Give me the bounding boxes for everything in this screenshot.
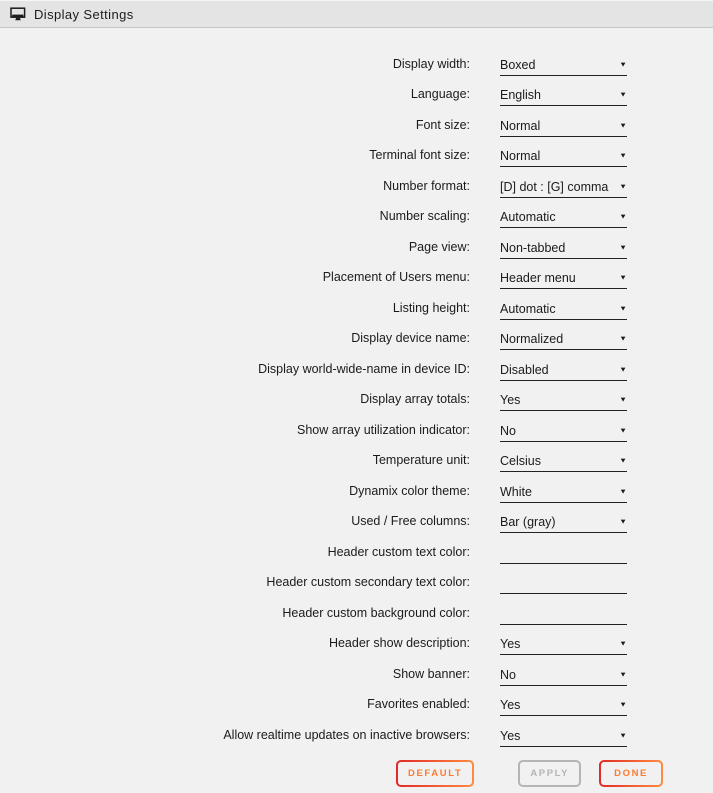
form-row-number-scaling	[0, 198, 713, 229]
form-row-show-banner	[0, 655, 713, 686]
chevron-down-icon: ▼	[619, 121, 627, 129]
form-row-favorites-enabled	[0, 686, 713, 717]
done-button[interactable]	[599, 760, 663, 787]
settings-form	[0, 28, 713, 747]
select-terminal-font-size[interactable]	[500, 149, 627, 167]
select-value-realtime-updates: Yes	[500, 728, 521, 743]
select-value-terminal-font-size: Normal	[500, 149, 541, 163]
input-header-text-color[interactable]	[500, 546, 627, 564]
form-row-header-background-color	[0, 594, 713, 625]
select-show-banner[interactable]	[500, 668, 627, 686]
field-label-number-scaling: Number scaling:	[379, 209, 470, 223]
field-label-temperature-unit: Temperature unit:	[372, 453, 470, 467]
form-row-color-theme	[0, 472, 713, 503]
form-row-realtime-updates	[0, 716, 713, 747]
input-header-secondary-color[interactable]	[500, 576, 627, 594]
select-display-wwn[interactable]	[500, 363, 627, 381]
chevron-down-icon: ▼	[619, 212, 627, 221]
select-value-color-theme: White	[500, 484, 532, 499]
field-label-header-text-color: Header custom text color:	[327, 544, 470, 559]
select-value-listing-height: Automatic	[500, 301, 556, 316]
display-monitor-icon	[10, 7, 26, 21]
field-label-color-theme: Dynamix color theme:	[349, 483, 470, 498]
field-label-used-free-columns: Used / Free columns:	[351, 514, 470, 528]
form-row-number-format	[0, 167, 713, 198]
form-row-terminal-font-size	[0, 137, 713, 168]
field-label-users-menu-placement: Placement of Users menu:	[322, 270, 470, 284]
default-button-label: DEFAULT	[398, 762, 472, 785]
form-row-listing-height	[0, 289, 713, 320]
form-row-used-free-columns	[0, 503, 713, 534]
chevron-down-icon: ▼	[619, 456, 627, 465]
chevron-down-icon: ▼	[619, 731, 627, 739]
select-page-view[interactable]	[500, 241, 627, 259]
chevron-down-icon: ▼	[619, 273, 627, 282]
field-label-language: Language:	[410, 87, 470, 101]
select-number-scaling[interactable]	[500, 210, 627, 228]
select-realtime-updates[interactable]	[500, 729, 627, 747]
select-value-page-view: Non-tabbed	[500, 240, 566, 255]
chevron-down-icon: ▼	[619, 90, 627, 99]
field-label-display-wwn: Display world-wide-name in device ID:	[258, 361, 470, 376]
select-value-show-banner: No	[500, 667, 516, 682]
chevron-down-icon: ▼	[619, 60, 627, 68]
chevron-down-icon: ▼	[619, 517, 627, 526]
field-label-listing-height: Listing height:	[392, 300, 470, 315]
form-row-header-text-color	[0, 533, 713, 564]
field-label-array-utilization: Show array utilization indicator:	[297, 422, 470, 437]
apply-button[interactable]	[518, 760, 581, 787]
select-value-display-array-totals: Yes	[500, 393, 521, 407]
select-array-utilization[interactable]	[500, 424, 627, 442]
select-display-device-name[interactable]	[500, 332, 627, 350]
form-row-font-size	[0, 106, 713, 137]
select-value-display-device-name: Normalized	[500, 332, 564, 346]
form-buttons	[0, 760, 713, 787]
field-label-realtime-updates: Allow realtime updates on inactive browsers:	[223, 727, 470, 742]
chevron-down-icon: ▼	[619, 395, 627, 404]
select-language[interactable]	[500, 88, 627, 106]
select-value-display-width: Boxed	[500, 57, 536, 72]
field-label-show-banner: Show banner:	[392, 666, 470, 681]
chevron-down-icon: ▼	[619, 334, 627, 343]
form-row-header-show-description	[0, 625, 713, 656]
field-label-display-array-totals: Display array totals:	[360, 392, 470, 406]
field-label-header-show-description: Header show description:	[328, 636, 470, 650]
chevron-down-icon: ▼	[619, 639, 627, 648]
chevron-down-icon: ▼	[619, 304, 627, 312]
form-row-display-array-totals	[0, 381, 713, 412]
form-row-language	[0, 76, 713, 107]
chevron-down-icon: ▼	[619, 243, 627, 251]
select-favorites-enabled[interactable]	[500, 698, 627, 716]
select-value-number-scaling: Automatic	[500, 210, 556, 224]
select-header-show-description[interactable]	[500, 637, 627, 655]
select-listing-height[interactable]	[500, 302, 627, 320]
select-value-favorites-enabled: Yes	[500, 698, 521, 712]
form-row-header-secondary-color	[0, 564, 713, 595]
form-row-display-device-name	[0, 320, 713, 351]
form-row-temperature-unit	[0, 442, 713, 473]
chevron-down-icon: ▼	[619, 426, 627, 434]
select-used-free-columns[interactable]	[500, 515, 627, 533]
select-value-temperature-unit: Celsius	[500, 454, 541, 468]
select-value-language: English	[500, 88, 541, 102]
select-value-header-show-description: Yes	[500, 637, 521, 651]
chevron-down-icon: ▼	[619, 365, 627, 373]
page-title: Display Settings	[34, 6, 134, 22]
form-row-array-utilization	[0, 411, 713, 442]
form-row-users-menu-placement	[0, 259, 713, 290]
select-users-menu-placement[interactable]	[500, 271, 627, 289]
field-label-page-view: Page view:	[408, 239, 470, 254]
select-display-array-totals[interactable]	[500, 393, 627, 411]
field-label-display-width: Display width:	[392, 56, 470, 71]
field-label-font-size: Font size:	[415, 117, 470, 132]
field-label-number-format: Number format:	[383, 178, 470, 193]
chevron-down-icon: ▼	[619, 700, 627, 709]
chevron-down-icon: ▼	[619, 151, 627, 160]
page-title-bar	[0, 0, 713, 28]
chevron-down-icon: ▼	[619, 487, 627, 495]
select-temperature-unit[interactable]	[500, 454, 627, 472]
chevron-down-icon: ▼	[619, 670, 627, 678]
select-value-users-menu-placement: Header menu	[500, 271, 576, 285]
select-value-number-format: [D] dot : [G] comma	[500, 179, 609, 194]
apply-button-label: APPLY	[530, 767, 570, 779]
select-value-used-free-columns: Bar (gray)	[500, 515, 556, 529]
default-button[interactable]	[396, 760, 474, 787]
chevron-down-icon: ▼	[619, 182, 627, 190]
done-button-label: DONE	[601, 762, 661, 785]
input-header-background-color[interactable]	[500, 607, 627, 625]
select-display-width[interactable]	[500, 58, 627, 76]
select-value-display-wwn: Disabled	[500, 362, 549, 377]
field-label-terminal-font-size: Terminal font size:	[369, 148, 470, 162]
select-value-array-utilization: No	[500, 423, 516, 438]
field-label-header-secondary-color: Header custom secondary text color:	[266, 575, 470, 589]
form-row-display-width	[0, 45, 713, 76]
field-label-favorites-enabled: Favorites enabled:	[367, 697, 470, 711]
select-font-size[interactable]	[500, 119, 627, 137]
field-label-display-device-name: Display device name:	[351, 331, 470, 345]
form-row-display-wwn	[0, 350, 713, 381]
select-number-format[interactable]	[500, 180, 627, 198]
field-label-header-background-color: Header custom background color:	[282, 605, 470, 620]
select-value-font-size: Normal	[500, 118, 541, 133]
form-row-page-view	[0, 228, 713, 259]
select-color-theme[interactable]	[500, 485, 627, 503]
